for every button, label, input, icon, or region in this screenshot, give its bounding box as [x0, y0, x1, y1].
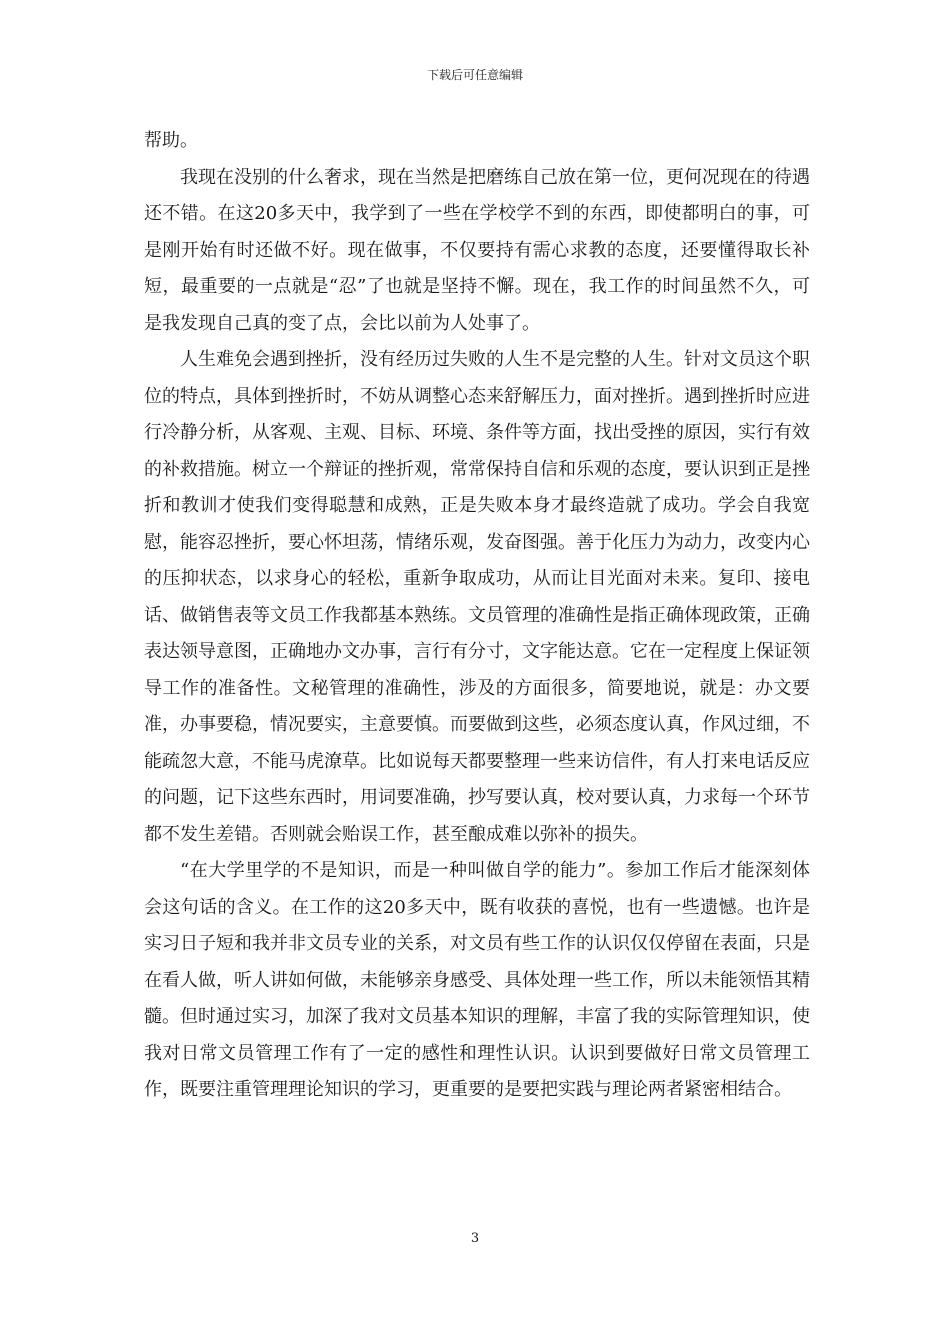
paragraph: “在大学里学的不是知识，而是一种叫做自学的能力”。参加工作后才能深刻体会这句话的含义。在工作的这20多天中，既有收获的喜悦，也有一些遗憾。也许是实习日子短和我并非文员专业的关系，对文员有些工作的认识仅仅停留在表面，只是在看人做，听人讲如何做，未能够亲身感受、具体处理一些工作，所以未能领悟其精髓。但时通过实习，加深了我对文员基本知识的理解，丰富了我的实际管理知识，使我对日常文员管理工作有了一定的感性和理性认识。认识到要做好日常文员管理工作，既要注重管理理论知识的学习，更重要的是要把实践与理论两者紧密相结合。 — [144, 860, 810, 1100]
page-number: 3 — [470, 1231, 480, 1246]
paragraph: 人生难免会遇到挫折，没有经历过失败的人生不是完整的人生。针对文员这个职位的特点，具体到挫折时，不妨从调整心态来舒解压力，面对挫折。遇到挫折时应进行冷静分析，从客观、主观、目标、环境、条件等方面，找出受挫的原因，实行有效的补救措施。树立一个辩证的挫折观，常常保持自信和乐观的态度，要认识到正是挫折和教训才使我们变得聪慧和成熟，正是失败本身才最终造就了成功。学会自我宽慰，能容忍挫折，要心怀坦荡，情绪乐观，发奋图强。善于化压力为动力，改变内心的压抑状态，以求身心的轻松，重新争取成功，从而让目光面对未来。复印、接电话、做销售表等文员工作我都基本熟练。文员管理的准确性是指正确体现政策，正确表达领导意图，正确地办文办事，言行有分寸，文字能达意。它在一定程度上保证领导工作的准备性。文秘管理的准确性，涉及的方面很多，简要地说，就是：办文要准，办事要稳，情况要实，主意要慎。而要做到这些，必须态度认真，作风过细，不能疏忽大意，不能马虎潦草。比如说每天都要整理一些来访信件，有人打来电话反应的问题，记下这些东西时，用词要准确，抄写要认真，校对要认真，力求每一个环节都不发生差错。否则就会贻误工作，甚至酿成难以弥补的损失。 — [144, 349, 810, 845]
page-header: 下载后可任意编辑 — [426, 68, 523, 82]
paragraph-continuation: 帮助。 — [144, 130, 198, 151]
document-body — [144, 123, 810, 1109]
paragraph: 我现在没别的什么奢求，现在当然是把磨练自己放在第一位，更何况现在的待遇还不错。在这20多天中，我学到了一些在学校学不到的东西，即使都明白的事，可是刚开始有时还做不好。现在做事，不仅要持有需心求教的态度，还要懂得取长补短，最重要的一点就是“忍”了也就是坚持不懈。现在，我工作的时间虽然不久，可是我发现自己真的变了点，会比以前为人处事了。 — [144, 166, 810, 334]
